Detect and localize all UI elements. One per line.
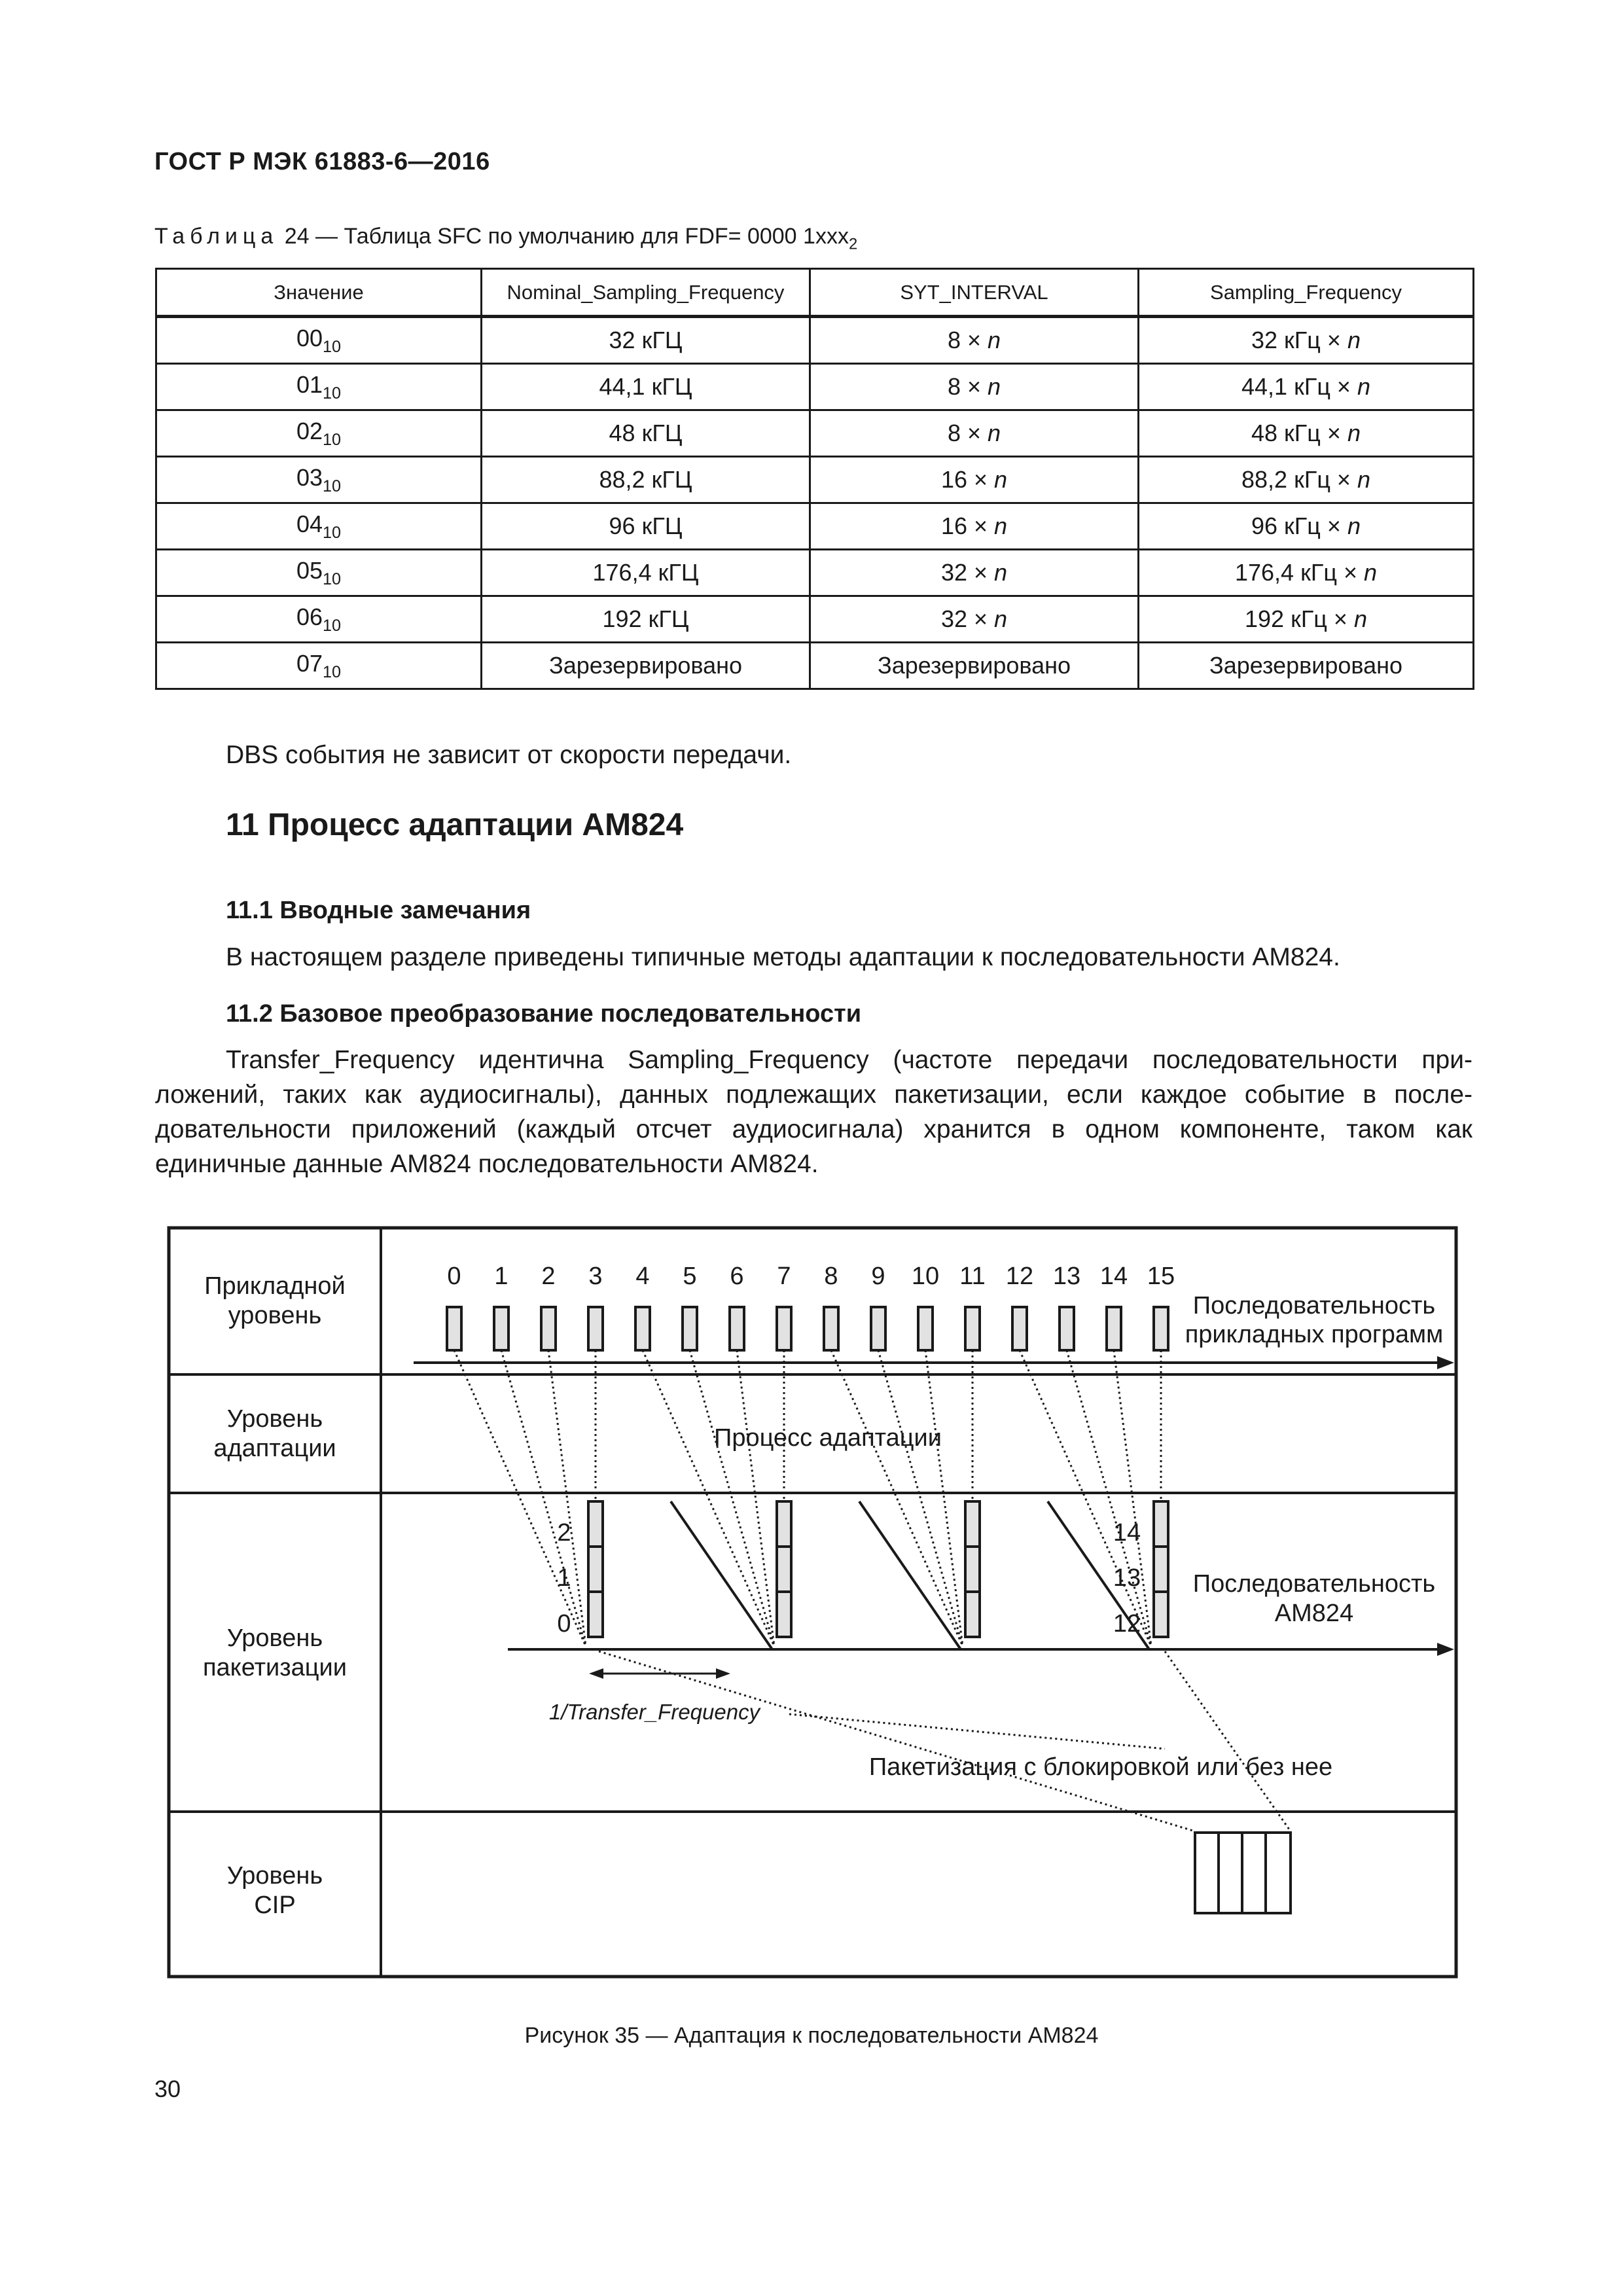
syt-interval-factor: 32 × <box>940 559 995 586</box>
paragraph-line: Transfer_Frequency идентична Sampling_Frequency (частоте передачи последовательности при- <box>226 1046 1472 1074</box>
cip-packet <box>1195 1833 1291 1913</box>
event-to-stack-link <box>1020 1350 1151 1646</box>
event-to-stack-link <box>737 1350 774 1646</box>
application-event <box>588 1307 603 1350</box>
am824-data-unit <box>777 1547 791 1592</box>
header-nominal-sampling-frequency: Nominal_Sampling_Frequency <box>482 269 810 317</box>
packet-timeline <box>508 1643 1454 1656</box>
am824-stack <box>1154 1501 1168 1637</box>
packetization-link <box>599 1651 1195 1831</box>
sampling-frequency-text: 48 кГц × <box>1251 420 1347 446</box>
am824-sequence-label-2: AM824 <box>1274 1600 1354 1627</box>
am824-data-unit <box>1154 1592 1168 1637</box>
application-event <box>1154 1307 1168 1350</box>
event-to-stack-link <box>1067 1350 1151 1646</box>
header-value: Значение <box>156 269 482 317</box>
am824-data-unit <box>588 1501 603 1547</box>
period-arrowhead-right <box>716 1668 730 1679</box>
syt-interval-factor: 8 × <box>947 327 988 353</box>
standard-header: ГОСТ Р МЭК 61883-6—2016 <box>154 148 490 175</box>
event-index-labels <box>447 1263 1175 1290</box>
event-to-stack-link <box>548 1350 586 1646</box>
application-event <box>824 1307 838 1350</box>
stack-slant-line <box>671 1501 772 1649</box>
syt-interval-variable: n <box>994 466 1008 493</box>
event-index: 6 <box>730 1263 744 1290</box>
value-base: 10 <box>323 337 342 356</box>
header-syt-interval: SYT_INTERVAL <box>810 269 1139 317</box>
syt-interval-variable: n <box>988 327 1001 353</box>
syt-interval-variable: n <box>994 605 1008 632</box>
subsection-2-heading: 11.2 Базовое преобразование последовательности <box>226 1000 862 1028</box>
stack-label: 0 <box>557 1610 571 1638</box>
event-to-stack-link <box>690 1350 774 1646</box>
event-index: 2 <box>541 1263 556 1290</box>
event-index: 11 <box>959 1263 986 1290</box>
event-to-stack-link <box>643 1350 774 1646</box>
packet-layer-label-2: пакетизации <box>202 1654 348 1681</box>
syt-interval-variable: n <box>988 373 1001 400</box>
period-indicator <box>549 1668 762 1724</box>
application-event <box>1107 1307 1121 1350</box>
event-index: 14 <box>1099 1263 1128 1290</box>
app-layer-label-1: Прикладной <box>204 1272 346 1300</box>
value-code: 01 <box>296 370 323 398</box>
event-to-stack-link <box>1114 1350 1151 1646</box>
sampling-frequency-text: 88,2 кГц × <box>1241 466 1357 493</box>
event-index: 8 <box>824 1263 838 1290</box>
sampling-frequency-text: 44,1 кГц × <box>1241 373 1357 400</box>
app-sequence-label <box>1185 1292 1444 1348</box>
stack-label: 12 <box>1113 1610 1141 1638</box>
mapping-lines <box>454 1350 1161 1646</box>
syt-interval-variable: n <box>994 559 1008 586</box>
am824-data-unit <box>777 1501 791 1547</box>
app-timeline-arrowhead <box>1437 1356 1454 1369</box>
event-index: 3 <box>588 1263 603 1290</box>
table-caption-subscript: 2 <box>848 235 858 253</box>
stack-label: 14 <box>1113 1519 1141 1547</box>
subsection-1-heading: 11.1 Вводные замечания <box>226 897 531 924</box>
adapt-layer-label-1: Уровень <box>226 1405 323 1433</box>
am824-data-unit <box>1154 1547 1168 1592</box>
event-to-stack-link <box>831 1350 963 1646</box>
table-caption-text: 24 — Таблица SFC по умолчанию для FDF= 0000 1xxx <box>278 224 849 249</box>
value-code: 05 <box>296 556 323 584</box>
paragraph-line: единичные данные AM824 последовательности AM824. <box>155 1150 819 1178</box>
am824-data-unit <box>965 1547 980 1592</box>
packetization-link <box>1165 1651 1291 1831</box>
stack-slant-line <box>859 1501 961 1649</box>
value-code: 03 <box>296 463 323 491</box>
syt-interval-factor: 16 × <box>940 512 995 539</box>
value-base: 10 <box>323 662 342 681</box>
stack-label: 13 <box>1113 1564 1141 1592</box>
application-event <box>777 1307 791 1350</box>
am824-stack <box>588 1501 603 1637</box>
value-base: 10 <box>323 430 342 449</box>
table-caption-label: Таблица <box>154 224 279 249</box>
section-heading: 11 Процесс адаптации AM824 <box>226 808 684 842</box>
syt-interval-variable: n <box>988 420 1001 446</box>
application-event <box>918 1307 933 1350</box>
am824-data-unit <box>965 1592 980 1637</box>
event-index: 5 <box>683 1263 697 1290</box>
value-code: 02 <box>296 417 323 444</box>
value-code: 07 <box>296 649 323 677</box>
sampling-frequency-variable: n <box>1363 559 1377 586</box>
event-index: 7 <box>777 1263 791 1290</box>
event-index: 9 <box>871 1263 885 1290</box>
subsection-1-text: В настоящем разделе приведены типичные методы адаптации к последовательности AM824. <box>226 943 1340 971</box>
application-event <box>541 1307 556 1350</box>
nominal-frequency-cell: 96 кГЦ <box>482 503 810 550</box>
cip-layer-label-1: Уровень <box>226 1862 323 1890</box>
value-base: 10 <box>323 569 342 588</box>
adaptation-process-label: Процесс адаптации <box>714 1424 942 1452</box>
am824-sequence-label <box>1193 1570 1435 1627</box>
syt-interval-factor: 32 × <box>940 605 995 632</box>
event-to-stack-link <box>501 1350 586 1646</box>
event-to-stack-link <box>925 1350 963 1646</box>
paragraph-line: довательности приложений (каждый отсчет аудиосигнала) хранится в одном компоненте, таком как <box>155 1115 1472 1143</box>
syt-interval-factor: 16 × <box>940 466 995 493</box>
am824-data-unit <box>1154 1501 1168 1547</box>
am824-data-unit <box>588 1547 603 1592</box>
app-sequence-label-2: прикладных программ <box>1185 1321 1444 1348</box>
am824-stack <box>965 1501 980 1637</box>
value-base: 10 <box>323 523 342 542</box>
header-sampling-frequency: Sampling_Frequency <box>1139 269 1474 317</box>
nominal-frequency-cell: Зарезервировано <box>482 643 810 689</box>
syt-interval-factor: 8 × <box>947 420 988 446</box>
sampling-frequency-text: Зарезервировано <box>1209 652 1403 679</box>
event-index: 15 <box>1147 1263 1175 1290</box>
nominal-frequency-cell: 88,2 кГЦ <box>482 457 810 503</box>
sampling-frequency-variable: n <box>1357 373 1370 400</box>
event-to-stack-link <box>878 1350 963 1646</box>
period-arrowhead-left <box>589 1668 603 1679</box>
layer-labels <box>203 1272 347 1919</box>
nominal-frequency-cell: 176,4 кГЦ <box>482 550 810 596</box>
period-label: 1/Transfer_Frequency <box>548 1700 760 1724</box>
syt-interval-variable: n <box>994 512 1008 539</box>
packetization-links <box>599 1651 1291 1831</box>
paragraph-line: ложений, таких как аудиосигналы), данных подлежащих пакетизации, если каждое событие в после- <box>155 1081 1472 1109</box>
syt-interval-factor: Зарезервировано <box>877 652 1071 679</box>
app-sequence-label-1: Последовательность <box>1192 1292 1436 1319</box>
stack-index-labels <box>557 1519 1141 1638</box>
packet-layer-label-1: Уровень <box>226 1624 323 1652</box>
application-event <box>871 1307 885 1350</box>
application-event <box>730 1307 744 1350</box>
value-base: 10 <box>323 384 342 403</box>
dbs-note: DBS события не зависит от скорости передачи. <box>226 741 792 769</box>
application-event <box>683 1307 697 1350</box>
sampling-frequency-variable: n <box>1347 512 1361 539</box>
application-event <box>494 1307 508 1350</box>
sampling-frequency-variable: n <box>1347 327 1361 353</box>
event-index: 0 <box>447 1263 461 1290</box>
figure-caption: Рисунок 35 — Адаптация к последовательности AM824 <box>524 2023 1099 2048</box>
application-event <box>1012 1307 1027 1350</box>
sampling-frequency-variable: n <box>1347 420 1361 446</box>
application-event <box>635 1307 650 1350</box>
value-code: 06 <box>296 603 323 630</box>
packetization-link <box>789 1714 1165 1749</box>
application-event <box>1060 1307 1074 1350</box>
page-number: 30 <box>154 2075 181 2102</box>
sampling-frequency-text: 192 кГц × <box>1245 605 1354 632</box>
application-event <box>965 1307 980 1350</box>
app-layer-label-2: уровень <box>228 1302 322 1329</box>
am824-stack <box>777 1501 791 1637</box>
value-base: 10 <box>323 476 342 495</box>
event-index: 12 <box>1005 1263 1034 1290</box>
syt-interval-factor: 8 × <box>947 373 988 400</box>
nominal-frequency-cell: 192 кГЦ <box>482 596 810 643</box>
sampling-frequency-variable: n <box>1357 466 1370 493</box>
sampling-frequency-text: 32 кГц × <box>1251 327 1347 353</box>
value-base: 10 <box>323 616 342 635</box>
event-index: 13 <box>1052 1263 1081 1290</box>
event-to-stack-link <box>454 1350 586 1646</box>
value-code: 04 <box>296 510 323 537</box>
packet-timeline-arrowhead <box>1437 1643 1454 1656</box>
am824-sequence-label-1: Последовательность <box>1192 1570 1436 1598</box>
stack-label: 2 <box>557 1519 571 1547</box>
adapt-layer-label-2: адаптации <box>213 1435 336 1462</box>
sampling-frequency-text: 96 кГц × <box>1251 512 1347 539</box>
nominal-frequency-cell: 48 кГЦ <box>482 410 810 457</box>
event-index: 1 <box>494 1263 508 1290</box>
am824-stacks <box>588 1501 1168 1637</box>
event-index: 10 <box>911 1263 940 1290</box>
value-code: 00 <box>296 324 323 351</box>
application-event <box>447 1307 461 1350</box>
stack-label: 1 <box>557 1564 571 1592</box>
am824-data-unit <box>965 1501 980 1547</box>
application-events <box>447 1307 1168 1350</box>
event-index: 4 <box>635 1263 650 1290</box>
am824-data-unit <box>588 1592 603 1637</box>
nominal-frequency-cell: 44,1 кГЦ <box>482 364 810 410</box>
packetization-label: Пакетизация с блокировкой или без нее <box>868 1753 1333 1781</box>
cip-layer-label-2: CIP <box>254 1892 296 1919</box>
sampling-frequency-variable: n <box>1353 605 1367 632</box>
application-timeline <box>414 1356 1454 1369</box>
am824-data-unit <box>777 1592 791 1637</box>
nominal-frequency-cell: 32 кГЦ <box>482 317 810 364</box>
sampling-frequency-text: 176,4 кГц × <box>1234 559 1364 586</box>
